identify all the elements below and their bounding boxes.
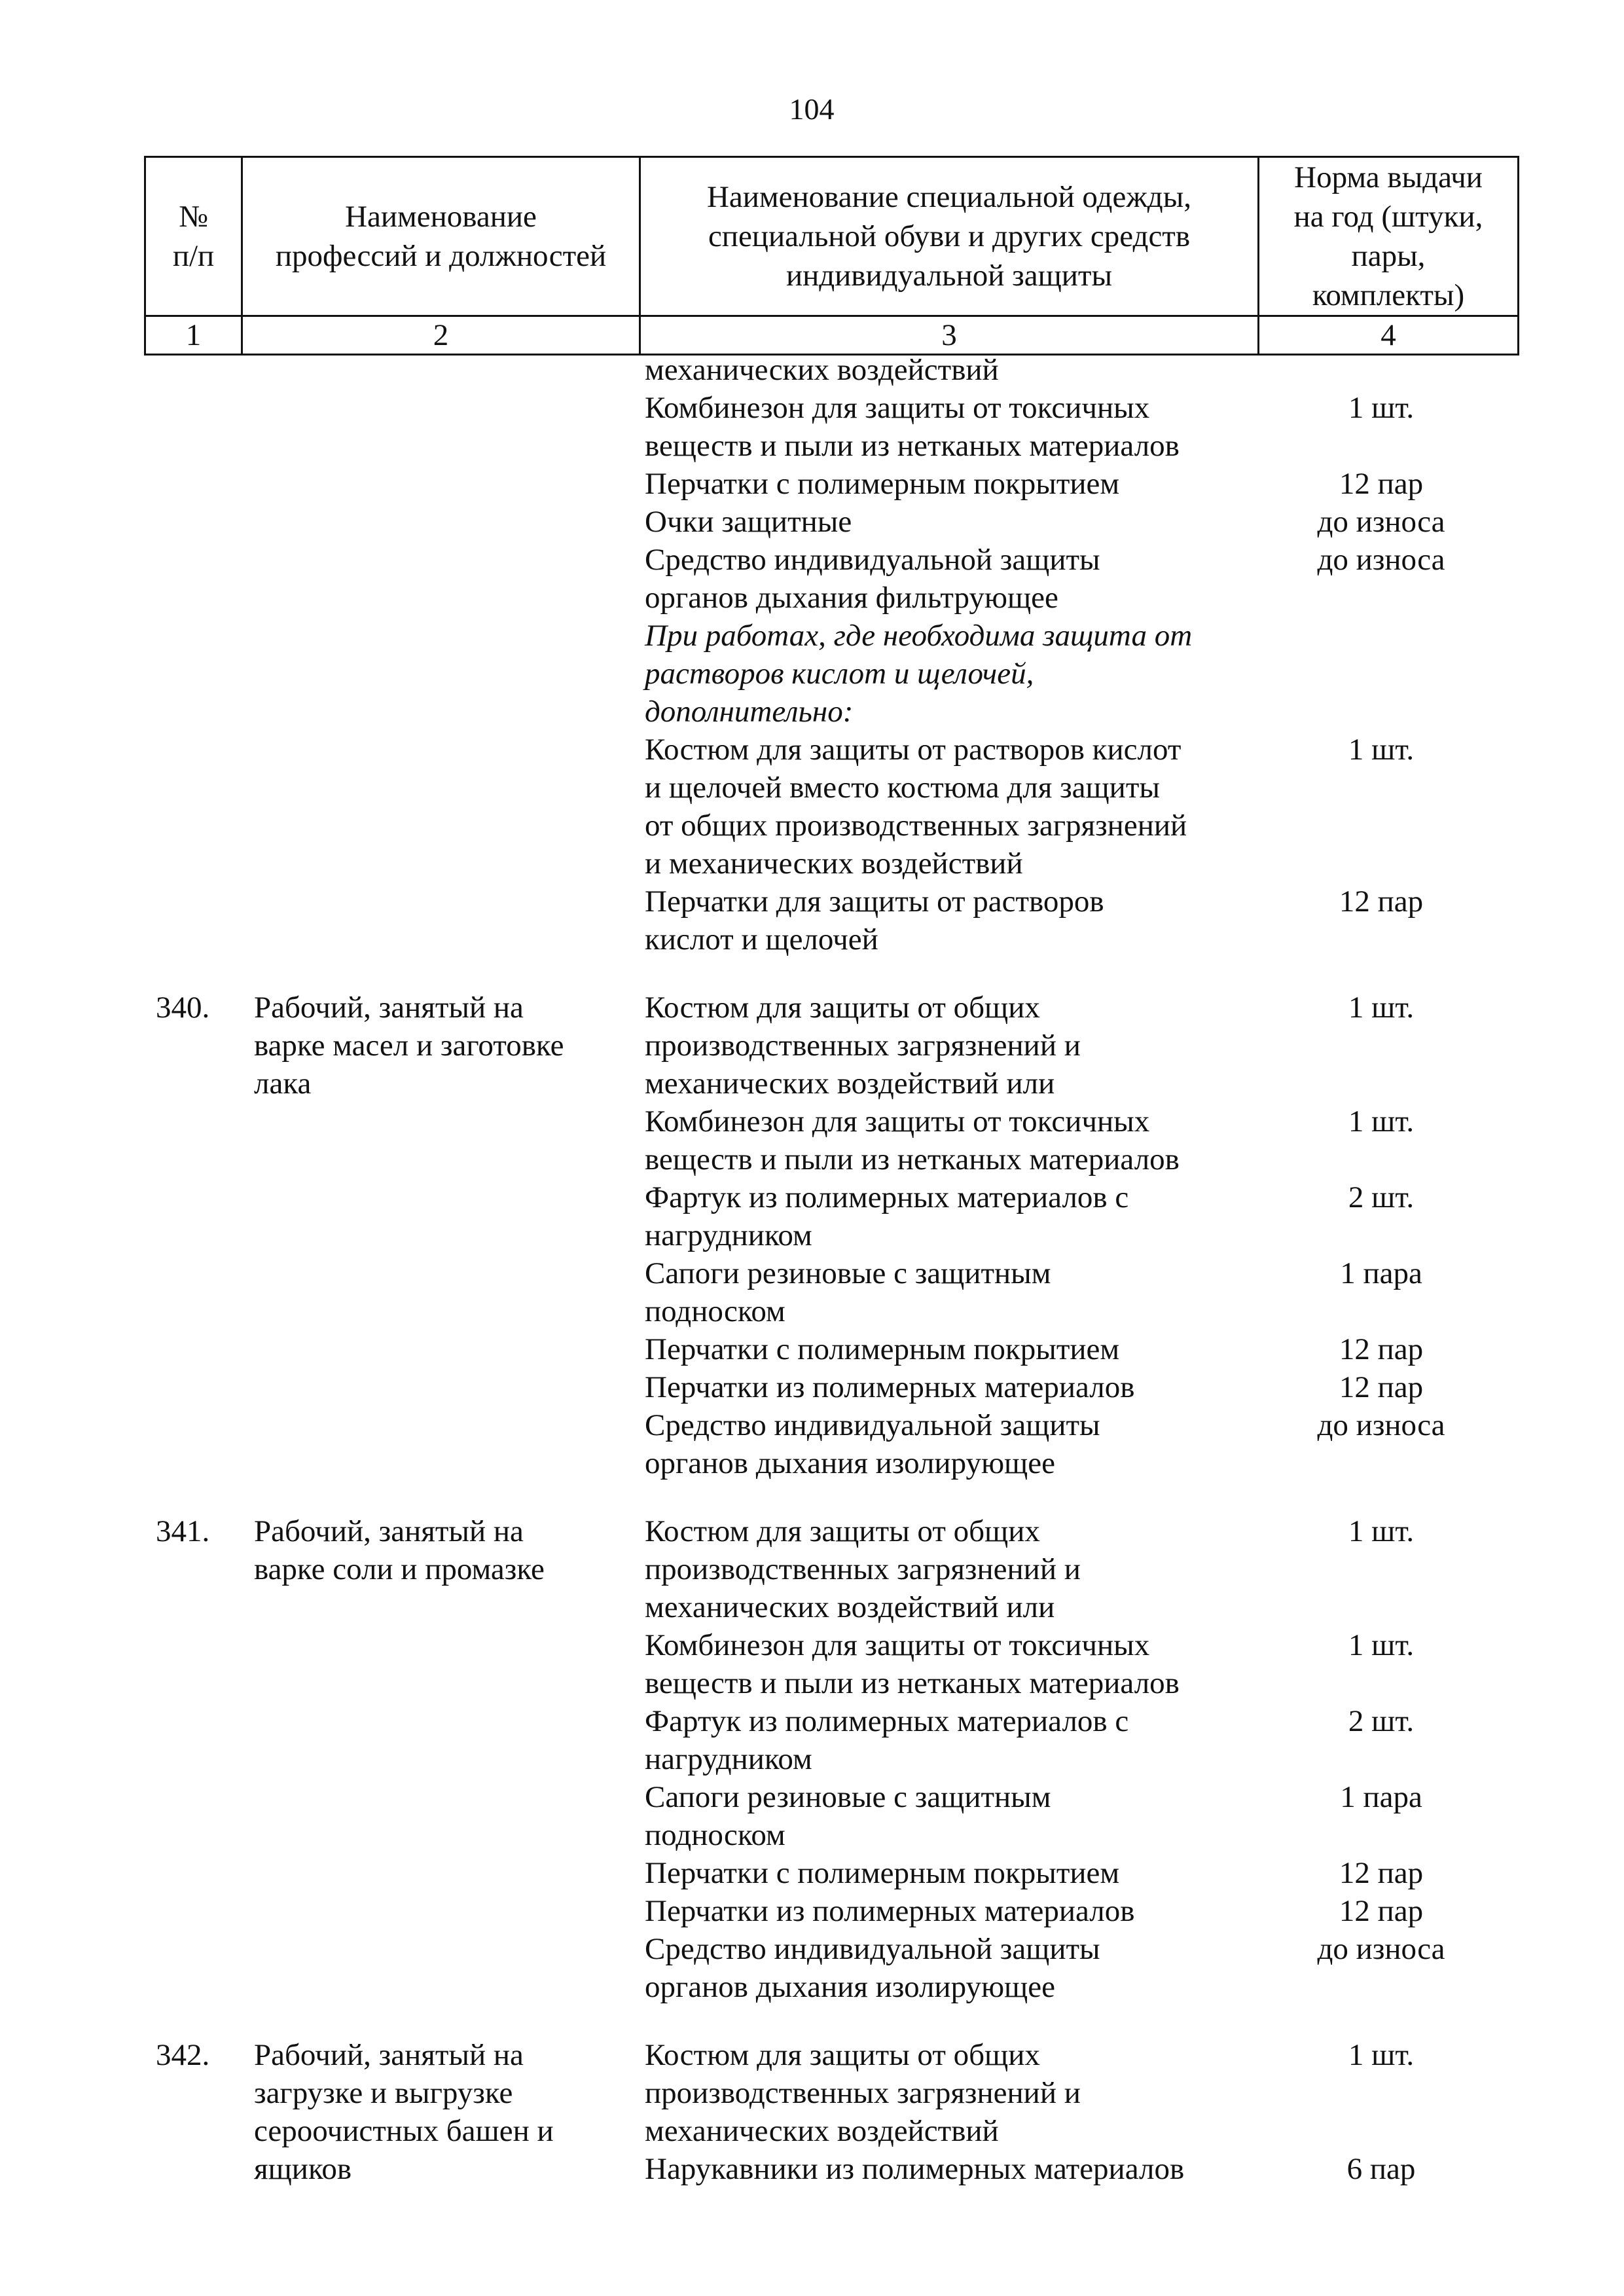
header-col-equipment	[640, 157, 1259, 316]
equipment-item-line: веществ и пыли из нетканых материалов	[645, 429, 1180, 463]
equipment-item-line: Перчатки для защиты от растворов	[645, 884, 1104, 919]
equipment-item-line: веществ и пыли из нетканых материалов	[645, 1142, 1180, 1176]
equipment-item	[645, 351, 1247, 389]
entry-number: 342.	[156, 2038, 210, 2072]
equipment-item-line: органов дыхания изолирующее	[645, 1970, 1055, 2004]
equipment-item	[645, 503, 1247, 541]
equipment-item-line: Перчатки с полимерным покрытием	[645, 467, 1120, 501]
profession-name	[254, 989, 621, 1102]
profession-name-line: сероочистных башен и	[254, 2114, 554, 2148]
header-col-profession	[242, 157, 640, 316]
equipment-item-line: Костюм для защиты от растворов кислот	[645, 733, 1182, 767]
equipment-item-line: подноском	[645, 1294, 785, 1328]
equipment-item-line: Костюм для защиты от общих	[645, 2038, 1040, 2072]
issue-norm: 1 шт.	[1348, 733, 1415, 767]
equipment-item	[645, 2150, 1247, 2188]
equipment-item-line: Сапоги резиновые с защитным	[645, 1780, 1051, 1814]
equipment-item	[645, 883, 1247, 958]
header-col-norm-line: Норма выдачи	[1294, 160, 1483, 194]
header-col-number	[145, 157, 242, 316]
equipment-item	[645, 389, 1247, 465]
equipment-item	[645, 1930, 1247, 2006]
equipment-item	[645, 989, 1247, 1102]
column-number-row	[145, 316, 1519, 355]
issue-norm: до износа	[1317, 543, 1445, 577]
header-col-equipment-line: Наименование специальной одежды,	[706, 180, 1192, 214]
page-number: 104	[789, 92, 835, 126]
equipment-item-line: Перчатки с полимерным покрытием	[645, 1332, 1120, 1366]
column-number: 3	[640, 316, 1259, 355]
header-col-equipment-line: индивидуальной защиты	[785, 259, 1113, 293]
header-col-norm-line: комплекты)	[1312, 278, 1465, 312]
equipment-item	[645, 1778, 1247, 1854]
equipment-item	[645, 1178, 1247, 1254]
issue-norm: 6 пар	[1346, 2152, 1416, 2186]
header-col-profession-line: профессий и должностей	[275, 239, 607, 273]
issue-norm: до износа	[1317, 1408, 1445, 1442]
equipment-item-line: Комбинезон для защиты от токсичных	[645, 1104, 1150, 1139]
equipment-item-line: Фартук из полимерных материалов с	[645, 1180, 1129, 1214]
header-col-norm-line: пары,	[1351, 239, 1426, 273]
equipment-item-line: Очки защитные	[645, 505, 852, 539]
profession-name	[254, 1512, 621, 1588]
profession-name-line: лака	[254, 1066, 312, 1101]
equipment-item-line: нагрудником	[645, 1218, 812, 1252]
equipment-item-line: механических воздействий	[645, 2114, 999, 2148]
equipment-item-line: механических воздействий	[645, 353, 999, 387]
equipment-item-line: веществ и пыли из нетканых материалов	[645, 1666, 1180, 1700]
header-col-number-line: №	[179, 200, 208, 234]
equipment-item	[645, 1406, 1247, 1482]
equipment-item	[645, 1854, 1247, 1892]
profession-name-line: варке масел и заготовке	[254, 1029, 564, 1063]
equipment-item-line: органов дыхания изолирующее	[645, 1446, 1055, 1480]
equipment-item-line: Комбинезон для защиты от токсичных	[645, 391, 1150, 425]
issue-norm: 12 пар	[1339, 884, 1424, 919]
issue-norm: до износа	[1317, 505, 1445, 539]
issue-norm: 1 шт.	[1348, 1104, 1415, 1139]
header-col-norm-line: на год (штуки,	[1293, 200, 1483, 234]
equipment-item-line: Средство индивидуальной защиты	[645, 1932, 1100, 1966]
entry-number: 341.	[156, 1514, 210, 1548]
equipment-item	[645, 1102, 1247, 1178]
issue-norm: 1 шт.	[1348, 391, 1415, 425]
section-note	[645, 617, 1247, 731]
issue-norm: до износа	[1317, 1932, 1445, 1966]
issue-norm: 1 пара	[1340, 1256, 1422, 1290]
equipment-item-line: Костюм для защиты от общих	[645, 991, 1040, 1025]
equipment-item-line: производственных загрязнений и	[645, 2076, 1081, 2110]
equipment-item-line: и щелочей вместо костюма для защиты	[645, 771, 1160, 805]
header-col-profession-line: Наименование	[345, 200, 537, 234]
equipment-item-line: Комбинезон для защиты от токсичных	[645, 1628, 1150, 1662]
equipment-item	[645, 1702, 1247, 1778]
equipment-item	[645, 465, 1247, 503]
profession-name-line: варке соли и промазке	[254, 1552, 545, 1586]
profession-name-line: загрузке и выгрузке	[254, 2076, 513, 2110]
equipment-item-line: дополнительно:	[645, 695, 854, 729]
equipment-item	[645, 731, 1247, 883]
column-number: 1	[145, 316, 242, 355]
profession-name-line: Рабочий, занятый на	[254, 991, 524, 1025]
equipment-item-line: Сапоги резиновые с защитным	[645, 1256, 1051, 1290]
issue-norm: 2 шт.	[1348, 1704, 1415, 1738]
header-col-equipment-line: специальной обуви и других средств	[708, 219, 1191, 253]
issue-norm: 12 пар	[1339, 1894, 1424, 1928]
equipment-item-line: от общих производственных загрязнений	[645, 809, 1187, 843]
profession-name-line: Рабочий, занятый на	[254, 2038, 524, 2072]
equipment-item-line: При работах, где необходима защита от	[645, 619, 1193, 653]
equipment-item	[645, 541, 1247, 617]
equipment-item-line: Перчатки из полимерных материалов	[645, 1370, 1135, 1404]
issue-norm: 12 пар	[1339, 467, 1424, 501]
equipment-item-line: производственных загрязнений и	[645, 1552, 1081, 1586]
profession-name	[254, 2036, 621, 2188]
equipment-item	[645, 1892, 1247, 1930]
issue-norm: 1 шт.	[1348, 2038, 1415, 2072]
profession-name-line: Рабочий, занятый на	[254, 1514, 524, 1548]
column-number: 2	[242, 316, 640, 355]
issue-norm: 12 пар	[1339, 1332, 1424, 1366]
issue-norm: 12 пар	[1339, 1856, 1424, 1890]
equipment-item-line: растворов кислот и щелочей,	[645, 657, 1034, 691]
equipment-item	[645, 1368, 1247, 1406]
equipment-item-line: Фартук из полимерных материалов с	[645, 1704, 1129, 1738]
profession-name-line: ящиков	[254, 2152, 352, 2186]
issue-norm: 12 пар	[1339, 1370, 1424, 1404]
equipment-item	[645, 1512, 1247, 1626]
equipment-item-line: Перчатки из полимерных материалов	[645, 1894, 1135, 1928]
header-col-norm	[1259, 157, 1519, 316]
equipment-item-line: механических воздействий или	[645, 1066, 1055, 1101]
column-number: 4	[1259, 316, 1519, 355]
issue-norm: 1 шт.	[1348, 1514, 1415, 1548]
issue-norm: 1 шт.	[1348, 991, 1415, 1025]
table-header	[144, 156, 1519, 355]
issue-norm: 1 пара	[1340, 1780, 1422, 1814]
equipment-item-line: и механических воздействий	[645, 847, 1023, 881]
header-row	[145, 157, 1519, 316]
equipment-item-line: механических воздействий или	[645, 1590, 1055, 1624]
equipment-item-line: Средство индивидуальной защиты	[645, 1408, 1100, 1442]
equipment-item	[645, 1626, 1247, 1702]
equipment-item	[645, 2036, 1247, 2150]
equipment-item	[645, 1330, 1247, 1368]
equipment-item-line: кислот и щелочей	[645, 922, 878, 957]
equipment-item-line: нагрудником	[645, 1742, 812, 1776]
equipment-item-line: подноском	[645, 1818, 785, 1852]
issue-norm: 1 шт.	[1348, 1628, 1415, 1662]
equipment-item-line: Нарукавники из полимерных материалов	[645, 2152, 1185, 2186]
equipment-item-line: Перчатки с полимерным покрытием	[645, 1856, 1120, 1890]
equipment-item-line: Костюм для защиты от общих	[645, 1514, 1040, 1548]
equipment-item-line: органов дыхания фильтрующее	[645, 581, 1058, 615]
equipment-item-line: производственных загрязнений и	[645, 1029, 1081, 1063]
issue-norm: 2 шт.	[1348, 1180, 1415, 1214]
header-col-number-line: п/п	[172, 239, 215, 273]
equipment-item-line: Средство индивидуальной защиты	[645, 543, 1100, 577]
equipment-item	[645, 1254, 1247, 1330]
entry-number: 340.	[156, 991, 210, 1025]
